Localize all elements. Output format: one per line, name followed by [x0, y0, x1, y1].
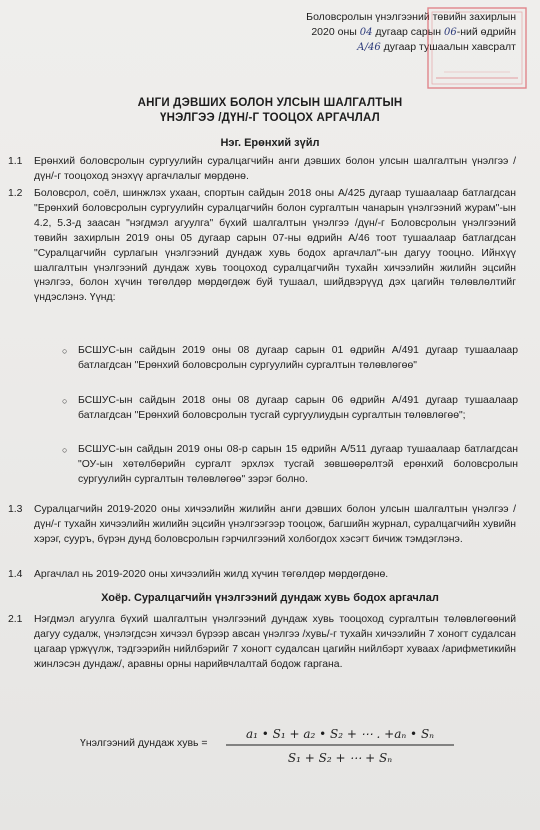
- bullet-item: [62, 443, 518, 488]
- bullet-text: БСШУС-ын сайдын 2019 оны 08 дугаар сарын 01 өдрийн А/491 дугаар тушаалаар батлагдсан "Ерөнхий боловсролын сургуулийн сургалтын төлөвлөгөө": [78, 345, 518, 371]
- red-stamp-icon: [414, 2, 534, 94]
- clause-text: Нэгдмэл агуулга бүхий шалгалтын үнэлгээний дундаж хувь тооцоход сургалтын төлөвлөгөөний дагуу судалж, үнэлэгдсэн хичээл бүрээр авсан үнэлгээ /хувь/-г тухайн хичээлийн 7 хоногт судалсан цагаар үржүүлж, тэдгээрийн нийлбэрийг 7 хоногт судалсан цагийн нийлбэрт хуваах /арифметикийн жинлэсэн дундаж/, аравны орны нарийвчлалтай бодож гаргана.: [34, 614, 516, 670]
- clause-2-1: [8, 613, 516, 673]
- clause-1-2: [8, 187, 516, 306]
- clause-text: Боловсрол, соёл, шинжлэх ухаан, спортын сайдын 2018 оны А/425 дугаар тушаалаар батлагдсан "Ерөнхий боловсролын сургуулийн суралцагчийн болон сургалтын чанарын үнэлгээний журам"-ын 4.2, 5.3-д заасан "нэгдмэл агуулга" бүхий шалгалтын үнэлгээ /дүн/-г Боловсролын үнэлгээний төвийн захирлын 2019 оны 05 дугаар сарын 07-ны өдрийн А/46 тоот тушаалаар батлагдсан "Суралцагчийн сурлагын үнэлгээний дундаж хувь бодох аргачлал"-ын дагуу тооцно. Ийнхүү шалгалтын үнэлгээний дундаж хувь тооцоход суралцагчийн тухайн хичээлийн жилийн эцсийн үнэлгээ, болон хүчин төгөлдөр мөрдөгдөж буй тушаал, шийдвэрүүд дэх цагийн төлөвлөлтийг үндэслэнэ. Үүнд:: [34, 188, 516, 304]
- title-line-1: АНГИ ДЭВШИХ БОЛОН УЛСЫН ШАЛГАЛТЫН: [137, 97, 403, 109]
- bullet-circle-icon: ○: [62, 445, 68, 455]
- clause-number: 1.3: [8, 504, 23, 515]
- formula-label: Үнэлгээний дундаж хувь =: [80, 737, 208, 749]
- approval-line-3: А/46 дугаар тушаалын хавсралт: [357, 41, 516, 53]
- bullet-text: БСШУС-ын сайдын 2018 оны 08 дугаар сарын 06 өдрийн А/491 дугаар тушаалаар батлагдсан "Ерөнхий боловсролын тусгай сургуулиудын сургалтын төлөвлөгөө";: [78, 395, 518, 421]
- clause-text: Ерөнхий боловсролын сургуулийн суралцагчийн анги дэвших болон улсын шалгалтын үнэлгээ /дүн/-г тооцоход энэхүү аргачлалыг мөрдөнө.: [34, 156, 516, 182]
- clause-1-1: [8, 155, 516, 185]
- bullet-item: [62, 344, 518, 374]
- bullet-circle-icon: ○: [62, 396, 68, 406]
- clause-number: 1.4: [8, 569, 23, 580]
- clause-number: 1.2: [8, 188, 23, 199]
- handwritten-day: 06: [443, 27, 457, 38]
- clause-text: Аргачлал нь 2019-2020 оны хичээлийн жилд хүчин төгөлдөр мөрдөгдөнө.: [34, 569, 389, 580]
- clause-number: 2.1: [8, 614, 23, 625]
- handwritten-month: 04: [359, 27, 373, 38]
- bullet-item: [62, 394, 518, 424]
- document-title: [0, 96, 540, 126]
- weighted-average-formula: [80, 716, 460, 776]
- formula-fraction: [220, 716, 460, 776]
- clause-1-4: [8, 568, 516, 583]
- approval-line-2: 2020 оны 04 дугаар сарын 06-ний өдрийн: [311, 26, 516, 38]
- bullet-text: БСШУС-ын сайдын 2019 оны 08-р сарын 15 өдрийн А/511 дугаар тушаалаар батлагдсан "ОУ-ын хөтөлбөрийн сургалт эрхлэх тусгай зөвшөөрөлтэй ерөнхий боловсролын сургуулийн сургалтын төлөвлөгөө" зэрэг болно.: [78, 444, 518, 485]
- clause-text: Суралцагчийн 2019-2020 оны хичээлийн жилийн анги дэвших болон улсын шалгалтын үнэлгээ /дүн/-г тухайн хичээлийн жилийн эцсийн үнэлгээгээр тооцож, багшийн журнал, суралцагчийн хувийн хэрэг, сууръ, бүрэн дунд боловсролын гэрчилгээний холбогдох хэсэгт бичиж тэмдэглэнэ.: [34, 504, 516, 545]
- bullet-circle-icon: ○: [62, 346, 68, 356]
- handwritten-order-number: А/46: [357, 42, 381, 53]
- clause-1-3: [8, 503, 516, 548]
- clause-number: 1.1: [8, 156, 23, 167]
- formula-denominator: S₁ + S₂ + ⋯ + Sₙ: [287, 751, 393, 765]
- section-2-heading: Хоёр. Суралцагчийн үнэлгээний дундаж хувь бодох аргачлал: [101, 592, 439, 604]
- title-line-2: ҮНЭЛГЭЭ /ДҮН/-Г ТООЦОХ АРГАЧЛАЛ: [160, 112, 380, 124]
- approval-line-1: Боловсролын үнэлгээний төвийн захирлын: [306, 11, 516, 23]
- section-1-heading: Нэг. Ерөнхий зүйл: [220, 137, 320, 149]
- formula-numerator: a₁ • S₁ + a₂ • S₂ + ⋯ . +aₙ • Sₙ: [245, 727, 435, 741]
